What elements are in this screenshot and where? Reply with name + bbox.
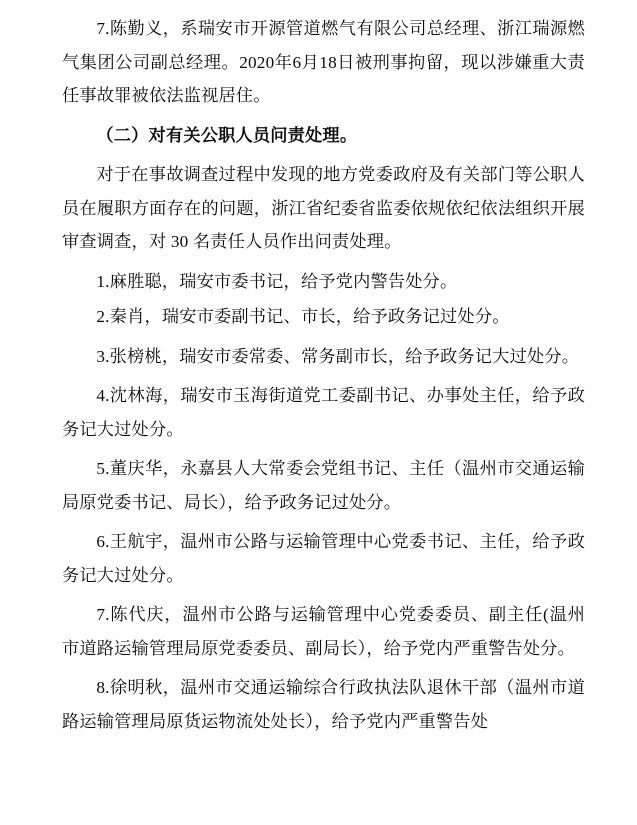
paragraph-item-5: 5.董庆华，永嘉县人大常委会党组书记、主任（温州市交通运输局原党委书记、局长），给予政务记过处分。	[62, 459, 585, 512]
paragraph-item-6: 6.王航宇，温州市公路与运输管理中心党委书记、主任，给予政务记大过处分。	[62, 532, 585, 585]
section-heading: （二）对有关公职人员问责处理。	[96, 125, 358, 145]
paragraph-item-7-top: 7.陈勤义，系瑞安市开源管道燃气有限公司总经理、浙江瑞源燃气集团公司副总经理。2020年6月18日被刑事拘留，现以涉嫌重大责任事故罪被依法监视居住。	[62, 19, 585, 105]
paragraph-item-7: 7.陈代庆，温州市公路与运输管理中心党委委员、副主任(温州市道路运输管理局原党委委员、副局长），给予党内严重警告处分。	[62, 605, 585, 658]
paragraph-item-4: 4.沈林海，瑞安市玉海街道党工委副书记、办事处主任，给予政务记大过处分。	[62, 386, 585, 439]
paragraph-item-2: 2.秦肖，瑞安市委副书记、市长，给予政务记过处分。	[96, 307, 510, 326]
paragraph-item-3: 3.张榜桃，瑞安市委常委、常务副市长，给予政务记大过处分。	[96, 346, 580, 366]
paragraph-item-1: 1.麻胜聪，瑞安市委书记，给予党内警告处分。	[96, 271, 458, 291]
paragraph-section-intro: 对于在事故调查过程中发现的地方党委政府及有关部门等公职人员在履职方面存在的问题，浙江省纪委省监委依规依纪依法组织开展审查调查，对 30 名责任人员作出问责处理。	[62, 165, 585, 251]
paragraph-item-8: 8.徐明秋，温州市交通运输综合行政执法队退休干部（温州市道路运输管理局原货运物流处处长），给予党内严重警告处	[62, 678, 585, 731]
